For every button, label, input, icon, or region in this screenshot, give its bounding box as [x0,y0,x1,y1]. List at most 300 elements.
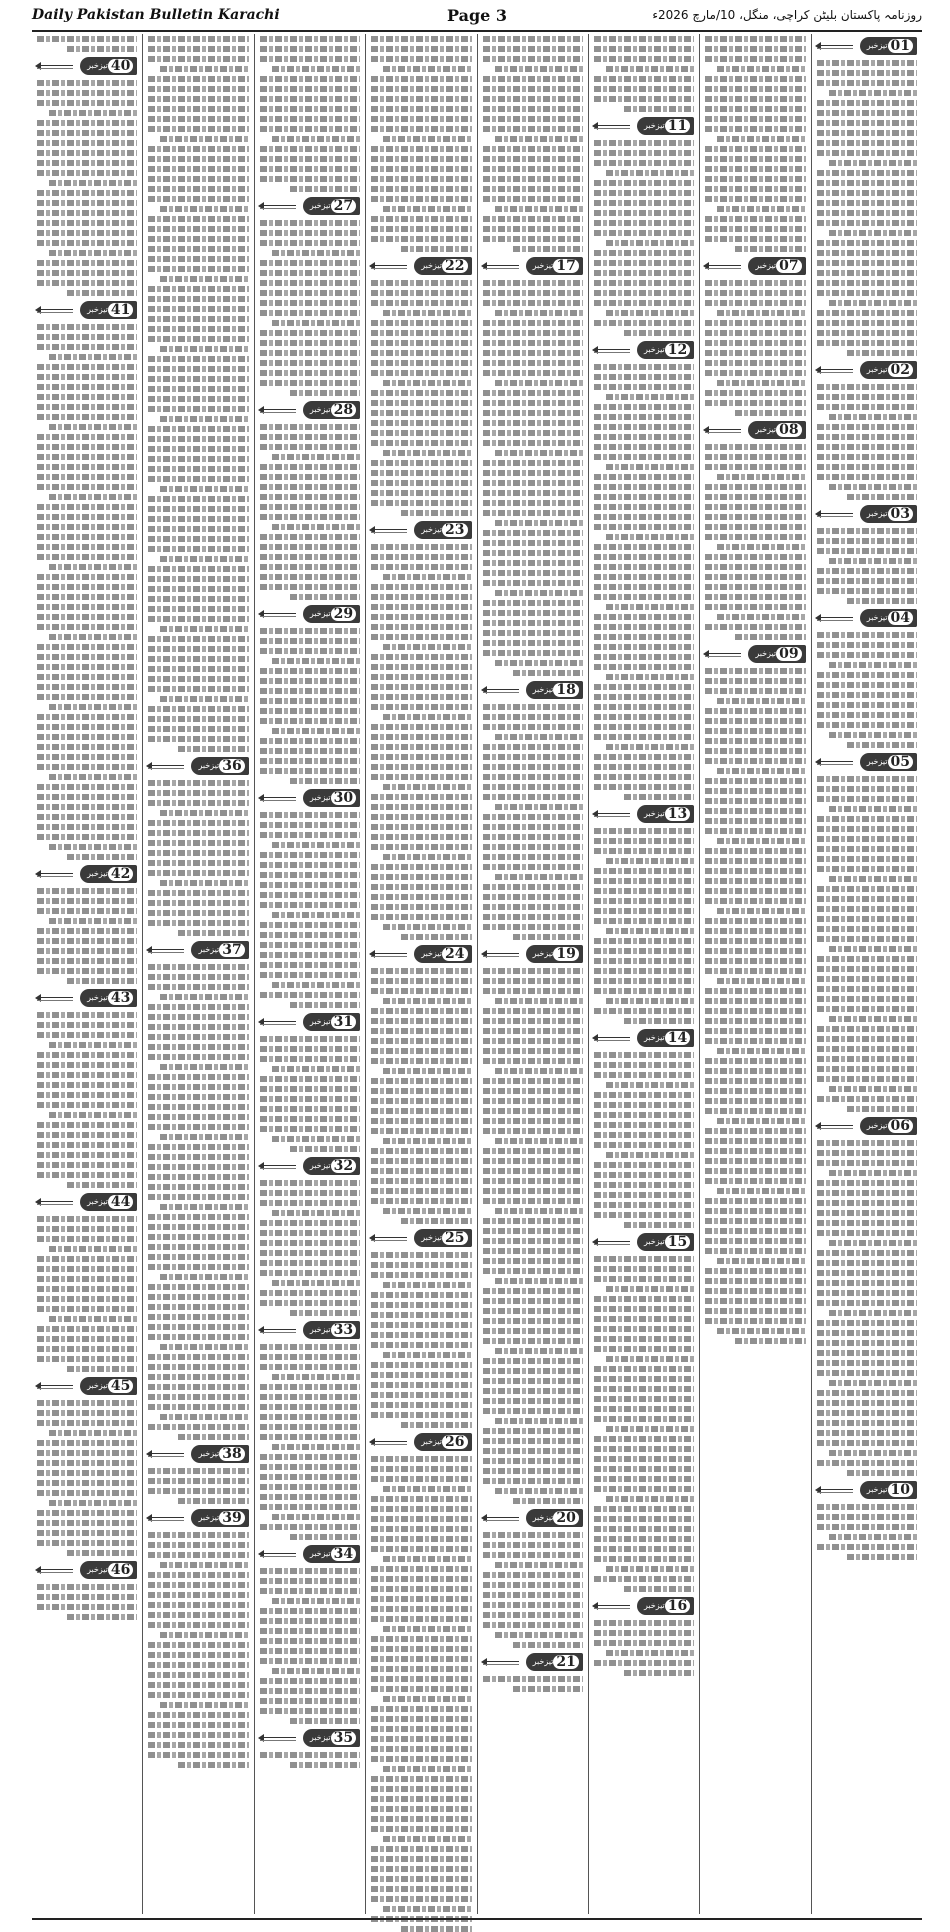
text-line [178,746,248,752]
text-line [594,634,694,640]
text-line [705,360,805,366]
text-line [371,1666,471,1672]
text-line [260,1180,360,1186]
text-line [594,474,694,480]
text-line [594,190,694,196]
text-line [483,1338,583,1344]
news-body-text [260,1034,360,1152]
news-label: تیزخبر [866,41,888,50]
text-line [705,1008,805,1014]
footer-rule [32,1918,922,1920]
news-number: 34 [331,1547,356,1561]
arrow-icon [594,809,634,819]
text-line [148,920,248,926]
text-line [371,1392,471,1398]
text-line [371,1816,471,1822]
arrow-icon [260,1017,300,1027]
text-line [160,626,248,632]
text-line [37,240,137,246]
text-line [260,574,360,580]
news-body-text [817,382,917,500]
text-line [37,654,137,660]
text-line [148,436,248,442]
news-item-header [37,864,137,883]
text-line [817,1410,917,1416]
news-column [699,34,810,1914]
text-line [260,1434,360,1440]
text-line [817,1026,917,1032]
news-body-text [371,966,471,1224]
text-line [371,774,471,780]
text-line [148,606,248,612]
text-line [817,1320,917,1326]
text-line [37,1032,137,1038]
text-line [817,404,917,410]
text-line [148,686,248,692]
news-item-header [37,1560,137,1579]
text-line [594,1212,694,1218]
text-line [594,1346,694,1352]
news-number: 23 [442,523,467,537]
text-line [371,1078,471,1084]
text-line [817,936,917,942]
text-line [483,1238,583,1244]
text-line [495,1488,583,1494]
news-number-badge [414,1229,471,1247]
news-item [483,1652,583,1692]
arrow-icon [817,365,857,375]
text-line [705,1098,805,1104]
text-line [383,136,471,142]
text-line [483,290,583,296]
news-number-badge [303,1157,360,1175]
news-body-text [594,826,694,1024]
text-line [817,130,917,136]
text-line [817,702,917,708]
news-label: تیزخبر [87,1381,108,1390]
news-column [477,34,588,1914]
news-item-header [817,752,917,771]
news-label: تیزخبر [87,1565,108,1574]
text-line [817,1390,917,1396]
text-line [705,390,805,396]
text-line [817,434,917,440]
text-line [817,150,917,156]
news-label: تیزخبر [421,949,443,958]
text-line [260,166,360,172]
text-line [847,742,917,748]
text-line [817,70,917,76]
news-body-text [594,138,694,336]
text-line [260,1076,360,1082]
text-line [594,424,694,430]
text-line [594,594,694,600]
news-body-text [594,34,694,112]
text-line [371,1362,471,1368]
text-line [606,928,694,934]
text-line [371,1566,471,1572]
news-label: تیزخبر [198,945,220,954]
news-number: 08 [776,423,801,437]
text-line [49,494,137,500]
text-line [148,636,248,642]
text-line [37,1470,137,1476]
text-line [148,1074,248,1080]
text-line [483,216,583,222]
text-line [260,444,360,450]
news-body-text [260,1566,360,1724]
text-line [495,1278,583,1284]
news-item-header [483,256,583,275]
text-line [705,928,805,934]
news-number-badge [303,1729,360,1747]
text-line [705,998,805,1004]
text-line [817,1330,917,1336]
news-item-header [483,1508,583,1527]
text-line [817,100,917,106]
text-line [483,1218,583,1224]
news-number-badge [526,1509,583,1527]
text-line [37,1172,137,1178]
news-label: تیزخبر [198,1513,220,1522]
news-number-badge [191,1509,248,1527]
text-line [148,1284,248,1290]
news-item-header [37,1376,137,1395]
text-line [817,444,917,450]
text-line [260,1230,360,1236]
text-line [705,898,805,904]
news-label: تیزخبر [532,1513,554,1522]
text-line [495,1418,583,1424]
text-line [260,852,360,858]
text-line [37,1420,137,1426]
news-label: تیزخبر [309,609,331,618]
text-line [495,804,583,810]
news-number: 06 [888,1119,913,1133]
text-line [371,1746,471,1752]
text-line [148,1034,248,1040]
text-line [371,490,471,496]
text-line [371,236,471,242]
arrow-icon [260,1733,300,1743]
text-line [817,896,917,902]
text-line [594,754,694,760]
text-line [148,1612,248,1618]
text-line [371,1726,471,1732]
text-line [260,1474,360,1480]
arrow-icon [371,1437,411,1447]
text-line [260,708,360,714]
text-line [483,724,583,730]
text-line [371,1302,471,1308]
text-line [260,1086,360,1092]
text-line [37,464,137,470]
text-line [260,1394,360,1400]
text-line [37,834,137,840]
text-line [260,504,360,510]
news-number: 15 [665,1235,690,1249]
text-line [148,1642,248,1648]
text-line [148,76,248,82]
text-line [483,280,583,286]
text-line [705,668,805,674]
text-line [37,814,137,820]
text-line [148,476,248,482]
text-line [817,966,917,972]
text-line [49,1112,137,1118]
news-number-badge [526,945,583,963]
news-label: تیزخبر [755,425,777,434]
text-line [829,946,917,952]
text-line [483,764,583,770]
text-line [829,1534,917,1540]
text-line [817,1370,917,1376]
text-line [371,614,471,620]
text-line [483,1468,583,1474]
text-line [817,200,917,206]
text-line [148,1662,248,1668]
text-line [594,404,694,410]
text-line [260,1638,360,1644]
text-line [148,1144,248,1150]
text-line [371,834,471,840]
text-line [371,724,471,730]
text-line [148,286,248,292]
text-line [817,1350,917,1356]
text-line [371,884,471,890]
news-body-text [817,774,917,1112]
text-line [483,330,583,336]
text-line [272,454,360,460]
text-line [37,36,137,42]
arrow-icon [817,613,857,623]
text-line [37,674,137,680]
text-line [260,584,360,590]
text-line [717,206,805,212]
text-line [371,1108,471,1114]
text-line [817,1360,917,1366]
text-line [260,300,360,306]
text-line [594,888,694,894]
arrow-icon [594,1601,634,1611]
text-line [37,948,137,954]
text-line [148,790,248,796]
text-line [817,120,917,126]
text-line [817,1430,917,1436]
text-line [49,774,137,780]
text-line [371,96,471,102]
text-line [705,1018,805,1024]
text-line [371,1322,471,1328]
text-line [371,968,471,974]
news-number: 29 [331,607,356,621]
text-line [594,504,694,510]
news-number: 37 [219,943,244,957]
text-line [483,500,583,506]
news-number-badge [414,1433,471,1451]
text-line [594,1102,694,1108]
text-line [37,1256,137,1262]
text-line [260,1126,360,1132]
text-line [705,280,805,286]
news-label: تیزخبر [755,261,777,270]
text-line [148,726,248,732]
text-line [290,1762,360,1768]
text-line [606,170,694,176]
text-line [483,914,583,920]
news-item [705,34,805,252]
text-line [371,754,471,760]
text-line [705,1068,805,1074]
text-line [260,474,360,480]
text-line [260,1190,360,1196]
text-line [717,310,805,316]
text-line [817,1290,917,1296]
text-line [148,1672,248,1678]
text-line [817,310,917,316]
text-line [260,534,360,540]
text-line [594,1476,694,1482]
text-line [483,1038,583,1044]
text-line [260,1354,360,1360]
text-line [513,670,583,676]
text-line [260,1588,360,1594]
text-line [148,1324,248,1330]
text-line [148,1652,248,1658]
news-item-header [148,940,248,959]
text-line [290,1718,360,1724]
text-line [594,684,694,690]
news-number: 24 [442,947,467,961]
news-number-badge [526,257,583,275]
text-line [148,1304,248,1310]
text-line [371,166,471,172]
text-line [272,320,360,326]
text-line [594,1052,694,1058]
text-line [483,1228,583,1234]
text-line [148,496,248,502]
text-line [272,1210,360,1216]
news-number-badge [80,1193,137,1211]
text-line [260,290,360,296]
text-line [705,1198,805,1204]
text-line [260,1046,360,1052]
text-line [371,196,471,202]
text-line [705,226,805,232]
text-line [817,1524,917,1530]
text-line [483,1118,583,1124]
news-number-badge [80,1377,137,1395]
news-label: تیزخبر [87,993,108,1002]
text-line [148,466,248,472]
news-number: 39 [219,1511,244,1525]
text-line [705,868,805,874]
text-line [817,1056,917,1062]
text-line [371,1148,471,1154]
news-column [365,34,476,1914]
text-line [37,120,137,126]
text-line [817,1340,917,1346]
text-line [260,434,360,440]
text-line [495,1208,583,1214]
text-line [37,724,137,730]
news-number-badge [637,805,694,823]
text-line [148,1592,248,1598]
arrow-icon [705,425,745,435]
text-line [817,652,917,658]
text-line [371,46,471,52]
text-line [594,434,694,440]
text-line [371,410,471,416]
text-line [817,320,917,326]
text-line [594,374,694,380]
text-line [148,1004,248,1010]
text-line [594,1406,694,1412]
text-line [260,46,360,52]
text-line [37,130,137,136]
text-line [160,486,248,492]
text-line [260,832,360,838]
text-line [705,728,805,734]
text-line [817,1210,917,1216]
text-line [383,1906,471,1912]
text-line [260,310,360,316]
text-line [37,764,137,770]
text-line [371,186,471,192]
arrow-icon [37,869,77,879]
text-line [37,150,137,156]
text-line [401,1218,471,1224]
text-line [483,884,583,890]
text-line [371,370,471,376]
text-line [594,364,694,370]
text-line [371,584,471,590]
text-line [383,714,471,720]
text-line [371,350,471,356]
text-line [606,1286,694,1292]
news-item-header [371,1432,471,1451]
text-line [594,1112,694,1118]
text-line [260,1270,360,1276]
text-line [371,824,471,830]
text-line [37,474,137,480]
text-line [606,998,694,1004]
news-number: 18 [553,683,578,697]
text-line [371,1018,471,1024]
text-line [371,1048,471,1054]
news-item [817,504,917,604]
news-item [37,1192,137,1372]
text-line [483,1308,583,1314]
text-line [37,1604,137,1610]
text-line [383,1208,471,1214]
text-line [37,1410,137,1416]
text-line [483,640,583,646]
text-line [606,464,694,470]
text-line [260,648,360,654]
news-body-text [817,630,917,748]
text-line [37,334,137,340]
news-body-text [483,1530,583,1648]
news-body-text [148,1530,248,1768]
news-number-badge [414,945,471,963]
text-line [37,1266,137,1272]
text-line [817,464,917,470]
text-line [483,1612,583,1618]
text-line [705,958,805,964]
text-line [594,1266,694,1272]
text-line [371,1506,471,1512]
